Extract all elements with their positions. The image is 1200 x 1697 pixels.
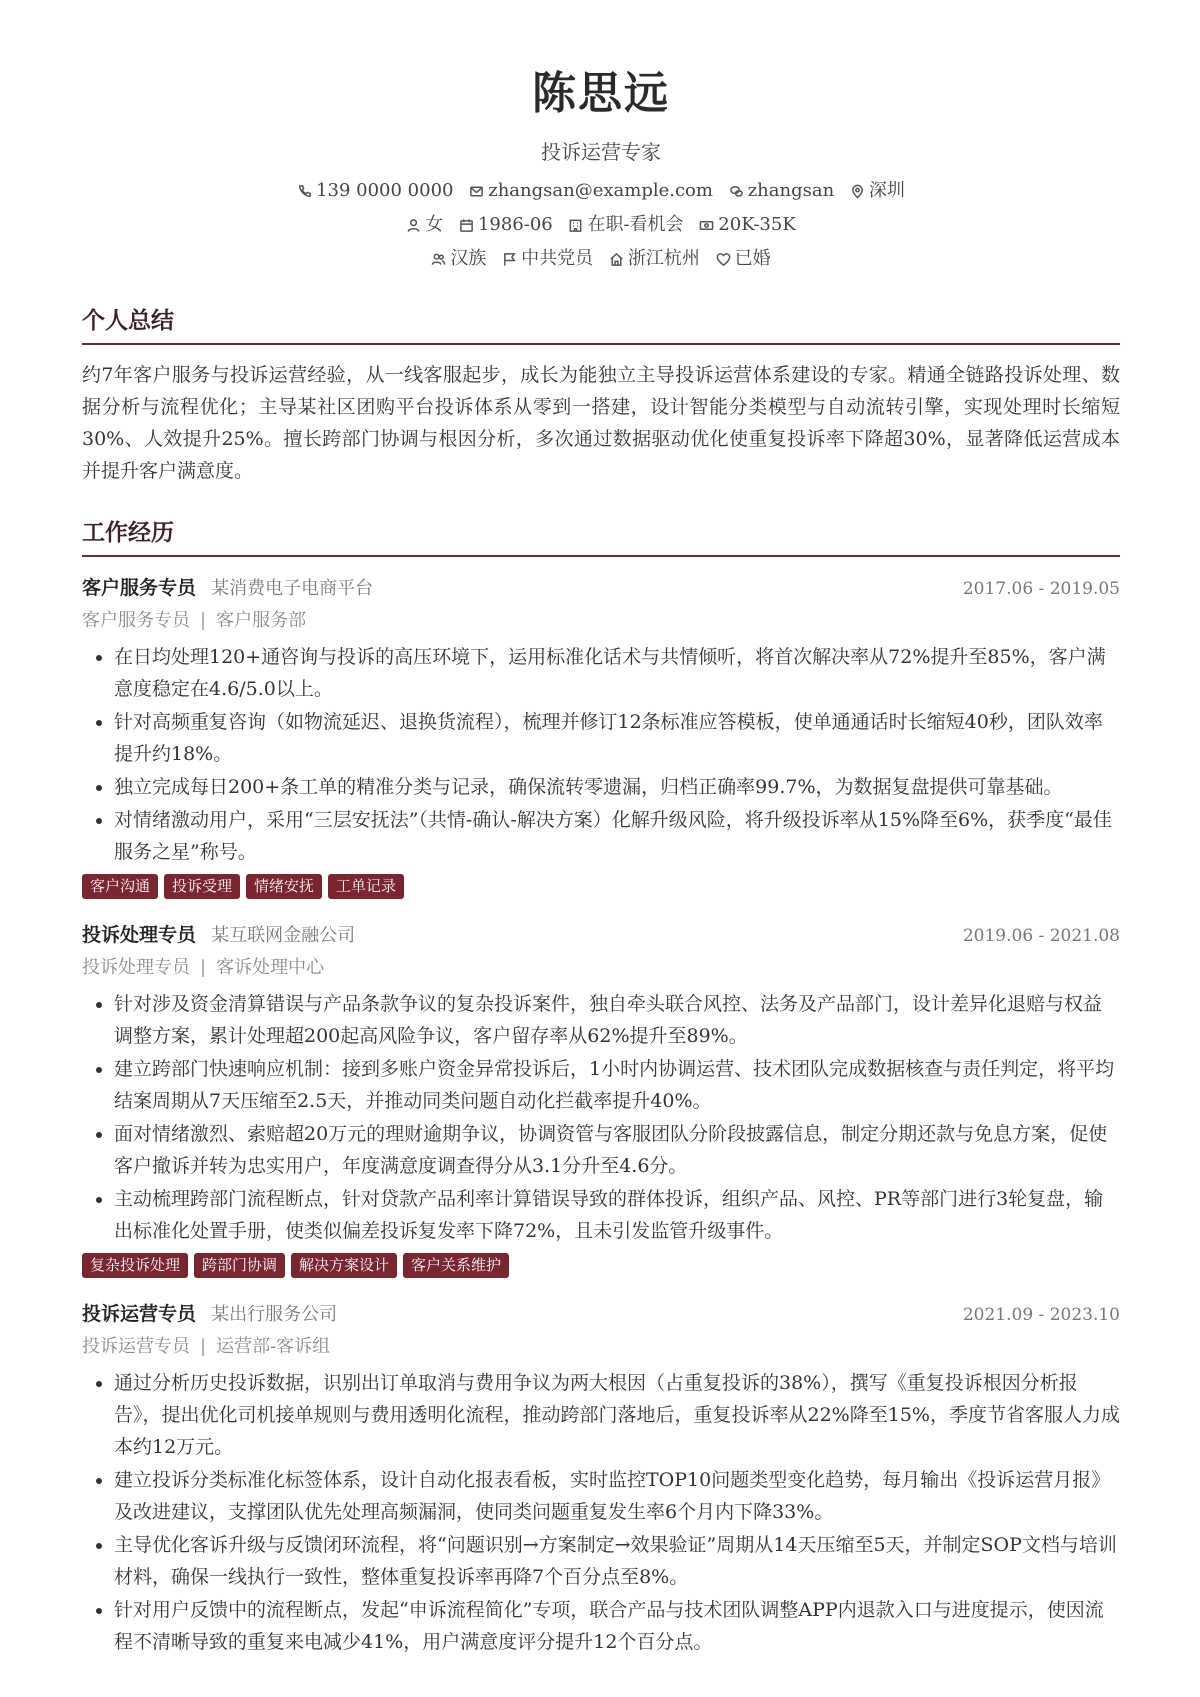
candidate-role: 投诉运营专家	[541, 140, 661, 164]
list-item: • 针对涉及资金清算错误与产品条款争议的复杂投诉案件，独自牵头联合风控、法务及产品部门，设计差异化退赔与权益调整方案，累计处理超200起高风险争议，客户留存率从62%提升至89%。	[114, 988, 1120, 1052]
contact-row-3	[82, 242, 1120, 276]
job-date: 2021.09 - 2023.10	[962, 1305, 1120, 1325]
list-item: • 针对用户反馈中的流程断点，发起“申诉流程简化”专项，联合产品与技术团队调整APP内退款入口与进度提示，使因流程不清晰导致的重复来电减少41%，用户满意度评分提升12个百分点。	[114, 1594, 1120, 1658]
contact-location: 深圳	[850, 174, 905, 208]
job-tags	[82, 1253, 1120, 1283]
list-item: • 建立投诉分类标准化标签体系，设计自动化报表看板，实时监控TOP10问题类型变化趋势，每月输出《投诉运营月报》及改进建议，支撑团队优先处理高频漏洞，使同类问题重复发生率6个月内下降33%。	[114, 1464, 1120, 1528]
contact-marital: 已婚	[716, 242, 771, 276]
contact-gender: 女	[406, 208, 443, 242]
money-icon	[699, 218, 714, 233]
job-bullets	[82, 641, 1120, 868]
job-position: 投诉处理专员	[82, 957, 190, 978]
job-entry	[82, 571, 1120, 904]
list-item: • 主动梳理跨部门流程断点，针对贷款产品利率计算错误导致的群体投诉，组织产品、风控、PR等部门进行3轮复盘，输出标准化处置手册，使类似偏差投诉复发率下降72%，且未引发监管升级事件。	[114, 1183, 1120, 1247]
calendar-icon	[459, 218, 474, 233]
job-department: 运营部-客诉组	[216, 1336, 331, 1357]
skill-tag: 情绪安抚	[246, 874, 322, 899]
job-department: 客户服务部	[216, 610, 307, 631]
building-icon	[568, 218, 583, 233]
contact-salary: 20K-35K	[699, 208, 795, 242]
job-position: 投诉运营专员	[82, 1336, 190, 1357]
candidate-name: 陈思远	[532, 68, 670, 119]
list-item: • 主导优化客诉升级与反馈闭环流程，将“问题识别→方案制定→效果验证”周期从14天压缩至5天，并制定SOP文档与培训材料，确保一线执行一致性，整体重复投诉率再降7个百分点至8%。	[114, 1529, 1120, 1593]
job-company: 某出行服务公司	[211, 1304, 338, 1325]
list-item: • 独立完成每日200+条工单的精准分类与记录，确保流转零遗漏，归档正确率99.7%，为数据复盘提供可靠基础。	[114, 771, 1120, 803]
job-position: 客户服务专员	[82, 610, 190, 631]
job-entry	[82, 918, 1120, 1283]
job-bullets	[82, 988, 1120, 1247]
flag-icon	[502, 252, 517, 267]
job-subtitle: 投诉运营专员 | 运营部-客诉组	[82, 1336, 331, 1357]
skill-tag: 投诉受理	[164, 874, 240, 899]
contact-row-2	[82, 208, 1120, 242]
heart-icon	[716, 252, 731, 267]
job-company: 某互联网金融公司	[211, 925, 356, 946]
list-item: • 针对高频重复咨询（如物流延迟、退换货流程），梳理并修订12条标准应答模板，使单通通话时长缩短40秒，团队效率提升约18%。	[114, 706, 1120, 770]
skill-tag: 复杂投诉处理	[82, 1253, 188, 1278]
contact-political: 中共党员	[502, 242, 593, 276]
resume-page	[82, 0, 1120, 1659]
contact-hometown: 浙江杭州	[609, 242, 700, 276]
summary-section-title: 个人总结	[82, 301, 1120, 345]
experience-section-title: 工作经历	[82, 513, 1120, 557]
list-item: • 面对情绪激烈、索赔超20万元的理财逾期争议，协调资管与客服团队分阶段披露信息，制定分期还款与免息方案，促使客户撤诉并转为忠实用户，年度满意度调查得分从3.1分升至4.6分。	[114, 1118, 1120, 1182]
contact-wechat: zhangsan	[729, 174, 834, 208]
contact-ethnicity: 汉族	[431, 242, 486, 276]
wechat-icon	[729, 184, 744, 199]
people-icon	[431, 252, 446, 267]
list-item: • 通过分析历史投诉数据，识别出订单取消与费用争议为两大根因（占重复投诉的38%），撰写《重复投诉根因分析报告》，提出优化司机接单规则与费用透明化流程，推动跨部门落地后，重复投诉率从22%降至15%，季度节省客服人力成本约12万元。	[114, 1367, 1120, 1463]
contact-email: zhangsan@example.com	[469, 174, 713, 208]
job-entry	[82, 1297, 1120, 1658]
job-title: 投诉运营专员	[82, 1303, 197, 1325]
job-title: 投诉处理专员	[82, 924, 197, 946]
skill-tag: 客户沟通	[82, 874, 158, 899]
contact-birth: 1986-06	[459, 208, 553, 242]
skill-tag: 工单记录	[328, 874, 404, 899]
summary-text: 约7年客户服务与投诉运营经验，从一线客服起步，成长为能独立主导投诉运营体系建设的专家。精通全链路投诉处理、数据分析与流程优化；主导某社区团购平台投诉体系从零到一搭建，设计智能分类模型与自动流转引擎，实现处理时长缩短30%、人效提升25%。擅长跨部门协调与根因分析，多次通过数据驱动优化使重复投诉率下降超30%，显著降低运营成本并提升客户满意度。	[82, 364, 1120, 482]
contact-status: 在职-看机会	[568, 208, 683, 242]
skill-tag: 跨部门协调	[194, 1253, 285, 1278]
phone-icon	[297, 184, 312, 199]
job-date: 2019.06 - 2021.08	[962, 926, 1120, 946]
list-item: • 对情绪激动用户，采用“三层安抚法”（共情-确认-解决方案）化解升级风险，将升级投诉率从15%降至6%，获季度“最佳服务之星”称号。	[114, 804, 1120, 868]
job-title: 客户服务专员	[82, 577, 197, 599]
job-subtitle: 客户服务专员 | 客户服务部	[82, 610, 307, 631]
home-icon	[609, 252, 624, 267]
job-bullets	[82, 1367, 1120, 1658]
skill-tag: 解决方案设计	[291, 1253, 397, 1278]
job-tags	[82, 874, 1120, 904]
mail-icon	[469, 184, 484, 199]
skill-tag: 客户关系维护	[403, 1253, 509, 1278]
user-icon	[406, 218, 421, 233]
list-item: • 建立跨部门快速响应机制：接到多账户资金异常投诉后，1小时内协调运营、技术团队完成数据核查与责任判定，将平均结案周期从7天压缩至2.5天，并推动同类问题自动化拦截率提升40%。	[114, 1053, 1120, 1117]
job-date: 2017.06 - 2019.05	[962, 579, 1120, 599]
job-department: 客诉处理中心	[216, 957, 325, 978]
contact-row-1	[82, 174, 1120, 208]
job-company: 某消费电子电商平台	[211, 578, 374, 599]
contact-phone: 139 0000 0000	[297, 174, 453, 208]
list-item: • 在日均处理120+通咨询与投诉的高压环境下，运用标准化话术与共情倾听，将首次解决率从72%提升至85%，客户满意度稳定在4.6/5.0以上。	[114, 641, 1120, 705]
job-subtitle: 投诉处理专员 | 客诉处理中心	[82, 957, 325, 978]
location-icon	[850, 184, 865, 199]
